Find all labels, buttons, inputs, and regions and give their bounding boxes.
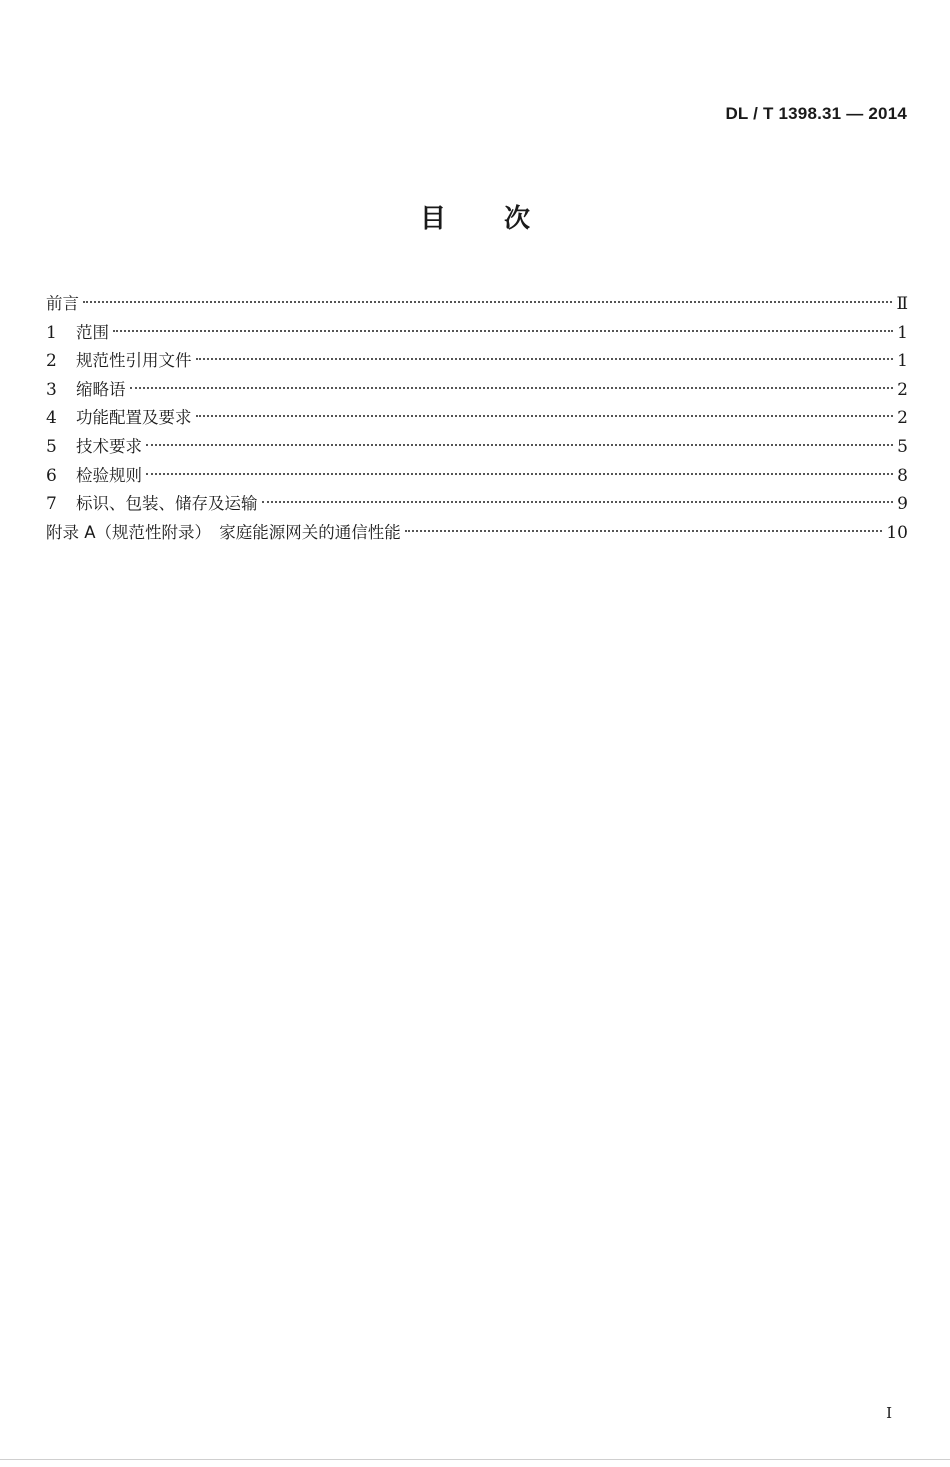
toc-entry-5[interactable] [46,433,908,462]
toc-entry-label: 附录 A（规范性附录） 家庭能源网关的通信性能 [46,522,401,542]
toc-entry-number: 4 [46,408,57,429]
table-of-contents [46,290,908,547]
toc-entry-page: 5 [897,436,908,457]
toc-entry-3[interactable] [46,376,908,405]
toc-entry-7[interactable] [46,490,908,519]
toc-entry-preface[interactable] [46,290,908,319]
toc-entry-page: 2 [897,379,908,400]
toc-title [0,198,950,235]
toc-entry-label: 范围 [76,322,109,342]
toc-leader-dots [405,530,883,532]
toc-leader-dots [83,301,892,303]
page-number: I [886,1404,892,1422]
page-bottom-rule [0,1459,950,1460]
toc-entry-6[interactable] [46,462,908,491]
toc-leader-dots [130,387,894,389]
toc-leader-dots [146,444,893,446]
toc-entry-page: 2 [897,408,908,429]
toc-title-char-2: 次 [504,204,531,234]
standard-code: DL / T 1398.31 — 2014 [725,104,907,123]
toc-entry-label: 标识、包装、储存及运输 [76,494,258,514]
toc-entry-number: 5 [46,436,57,457]
toc-leader-dots [196,358,894,360]
toc-entry-page: 1 [897,351,908,372]
toc-title-char-1: 目 [419,204,446,234]
toc-entry-1[interactable] [46,319,908,348]
toc-entry-number: 3 [46,379,57,400]
toc-entry-appendix-a[interactable] [46,519,908,548]
toc-entry-4[interactable] [46,404,908,433]
toc-leader-dots [262,501,894,503]
toc-entry-label: 技术要求 [76,436,142,456]
toc-entry-number: 7 [46,494,57,515]
toc-entry-label: 缩略语 [76,379,126,399]
toc-entry-label: 功能配置及要求 [76,408,192,428]
toc-leader-dots [146,473,893,475]
toc-entry-page: 9 [897,494,908,515]
toc-leader-dots [113,330,893,332]
toc-entry-number: 6 [46,465,57,486]
toc-entry-page: Ⅱ [896,294,908,314]
toc-leader-dots [196,415,894,417]
toc-entry-label: 规范性引用文件 [76,351,192,371]
toc-entry-page: 1 [897,322,908,343]
toc-entry-page: 8 [897,465,908,486]
toc-entry-label: 前言 [46,294,79,313]
toc-entry-number: 2 [46,351,57,372]
toc-entry-number: 1 [46,322,57,343]
toc-entry-page: 10 [886,522,908,543]
toc-entry-label: 检验规则 [76,465,142,485]
toc-entry-2[interactable] [46,347,908,376]
